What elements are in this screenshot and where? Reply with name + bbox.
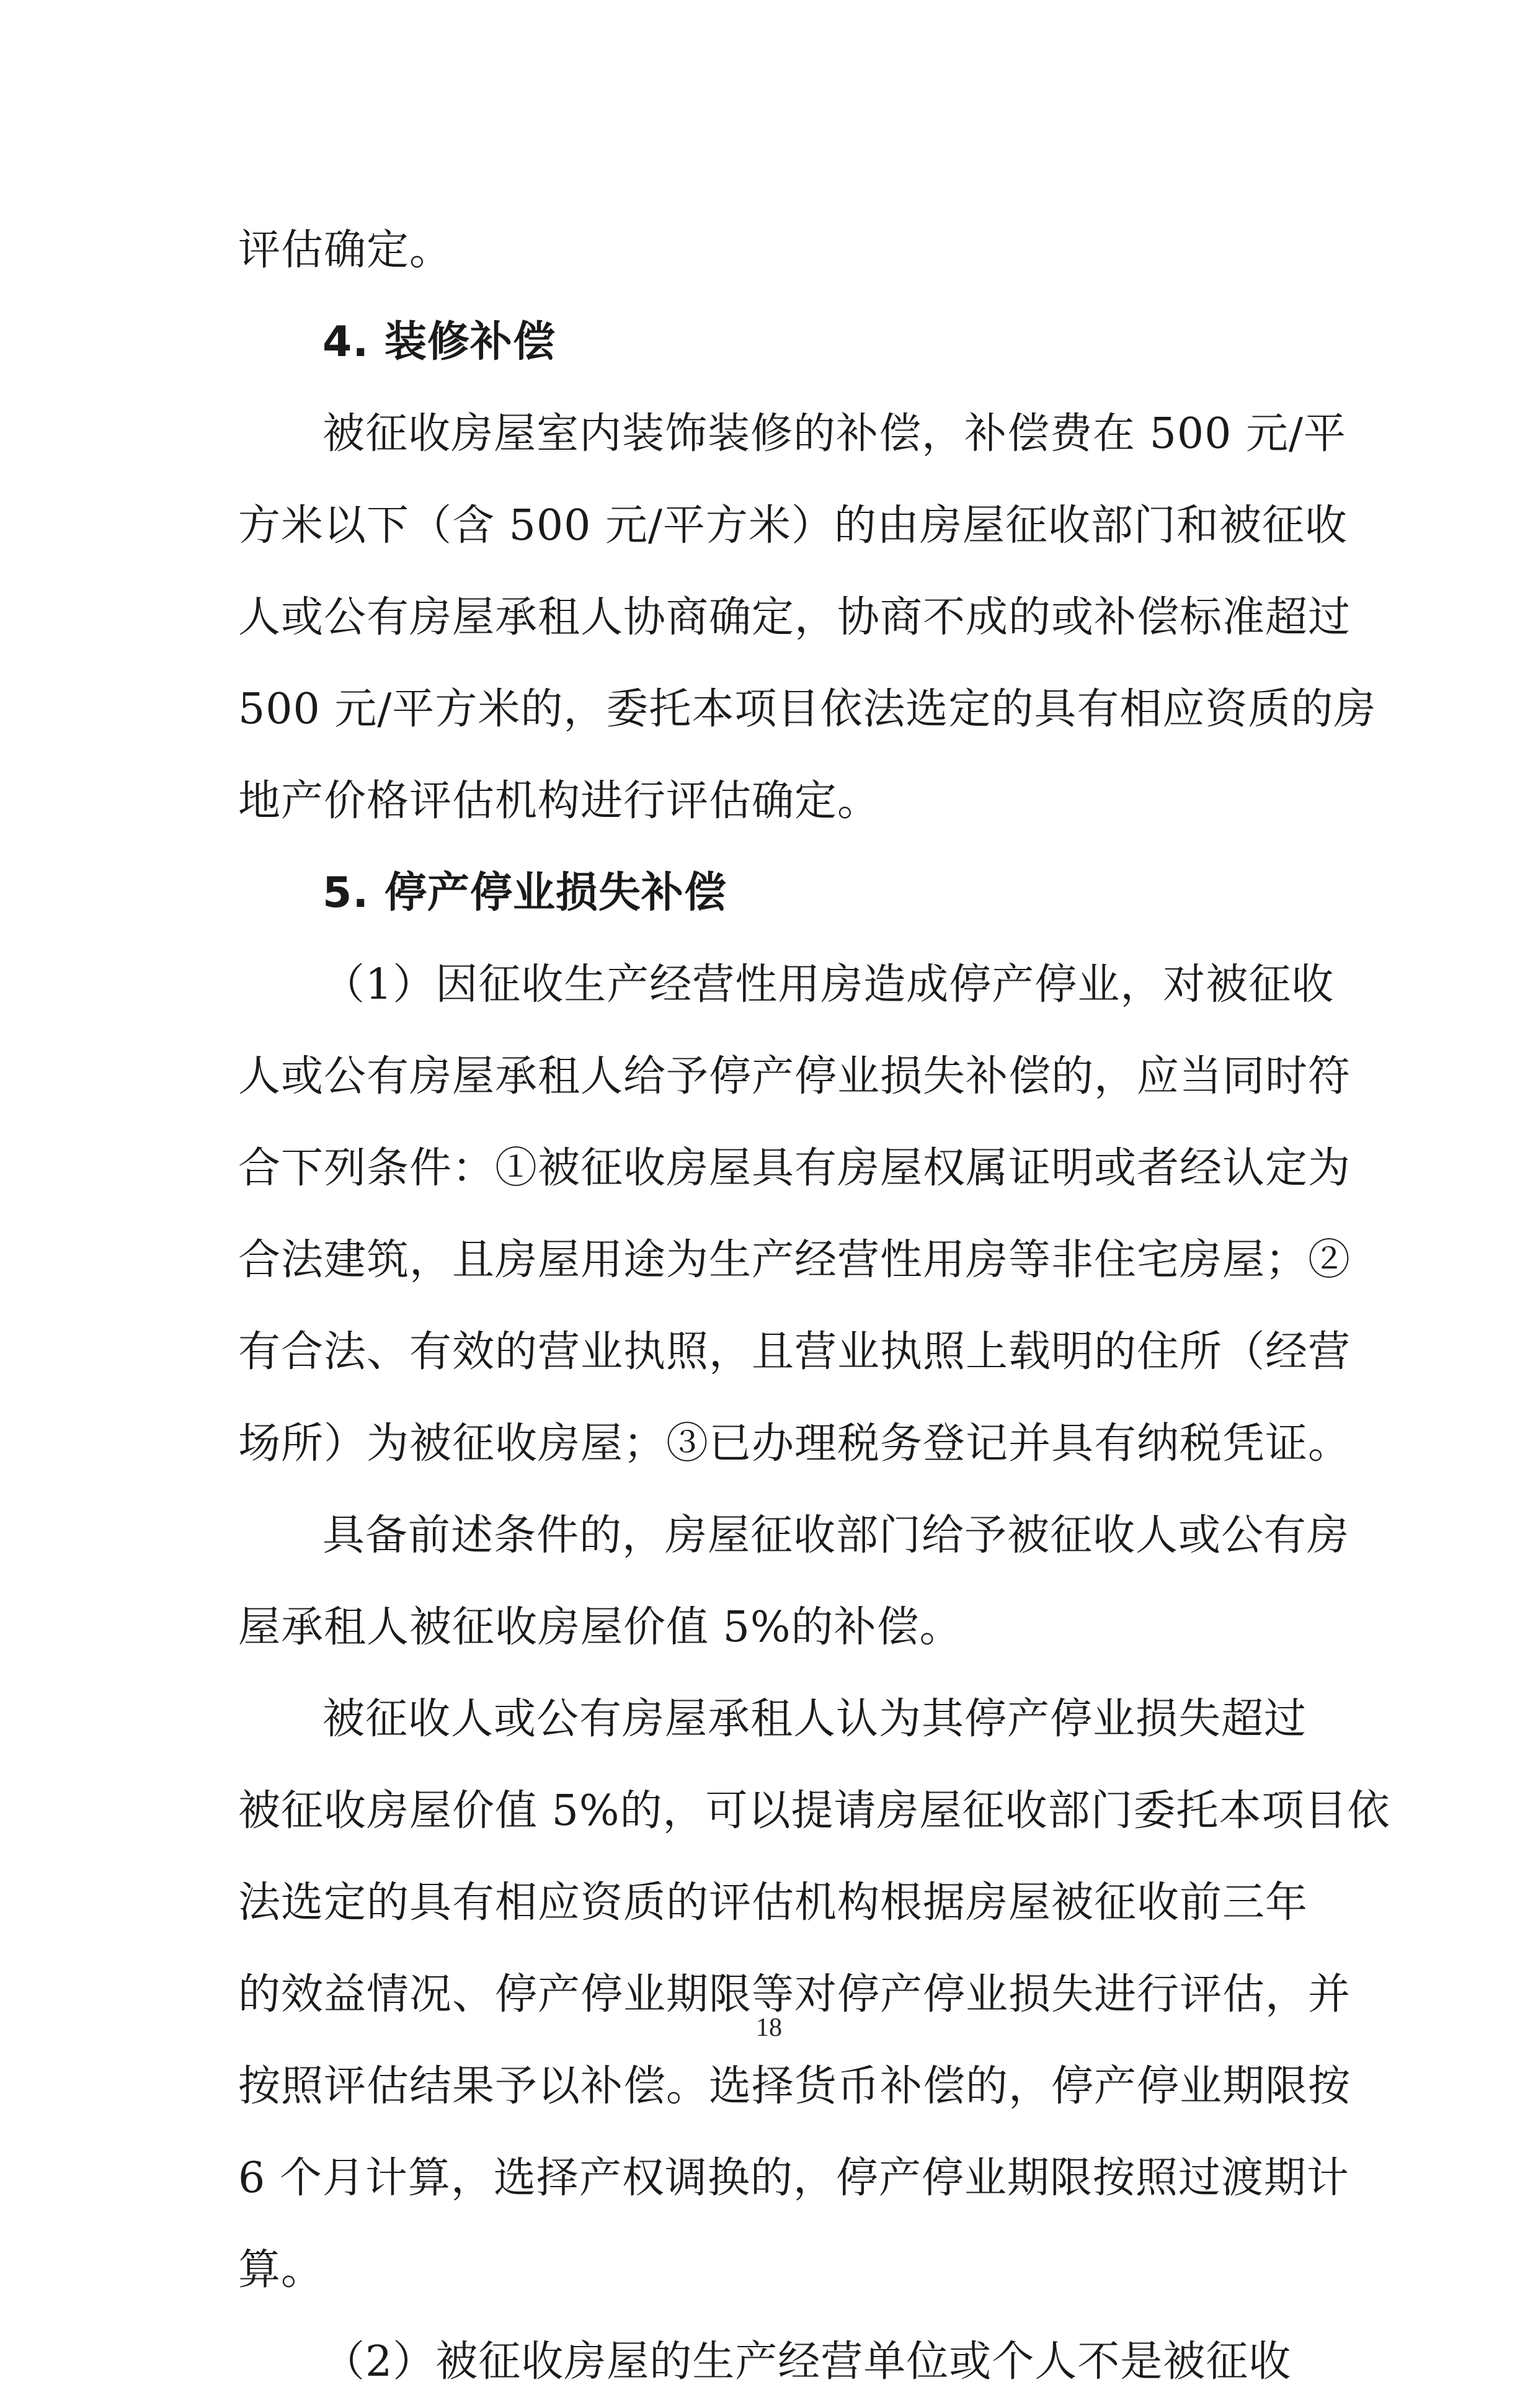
text-line: 地产价格评估机构进行评估确定。 bbox=[238, 777, 881, 826]
text-line: 场所）为被征收房屋；③已办理税务登记并具有纳税凭证。 bbox=[238, 1419, 1351, 1468]
text-line: 合下列条件：①被征收房屋具有房屋权属证明或者经认定为 bbox=[238, 1144, 1351, 1193]
text-line: 评估确定。 bbox=[238, 226, 453, 275]
text-line: 按照评估结果予以补偿。选择货币补偿的，停产停业期限按 bbox=[238, 2062, 1351, 2111]
text-line: 500 元/平方米的，委托本项目依法选定的具有相应资质的房 bbox=[238, 685, 1377, 734]
text-line: 屋承租人被征收房屋价值 5%的补偿。 bbox=[238, 1603, 962, 1652]
text-line: 有合法、有效的营业执照，且营业执照上载明的住所（经营 bbox=[238, 1327, 1351, 1376]
text-line: 被征收人或公有房屋承租人认为其停产停业损失超过 bbox=[322, 1695, 1307, 1744]
text-line: 具备前述条件的，房屋征收部门给予被征收人或公有房 bbox=[322, 1511, 1350, 1560]
text-line: 6 个月计算，选择产权调换的，停产停业期限按照过渡期计 bbox=[238, 2154, 1349, 2203]
text-line: （1）因征收生产经营性用房造成停产停业，对被征收 bbox=[322, 960, 1335, 1009]
text-line: 人或公有房屋承租人协商确定，协商不成的或补偿标准超过 bbox=[238, 593, 1351, 642]
text-line: 算。 bbox=[238, 2245, 324, 2294]
text-line: 的效益情况、停产停业期限等对停产停业损失进行评估，并 bbox=[238, 1970, 1351, 2019]
text-line: （2）被征收房屋的生产经营单位或个人不是被征收 bbox=[322, 2337, 1292, 2386]
page-number: 18 bbox=[756, 2013, 782, 2042]
text-line: 方米以下（含 500 元/平方米）的由房屋征收部门和被征收 bbox=[238, 501, 1348, 550]
text-line: 法选定的具有相应资质的评估机构根据房屋被征收前三年 bbox=[238, 1878, 1309, 1927]
section-heading: 5. 停产停业损失补偿 bbox=[322, 868, 727, 917]
section-heading: 4. 装修补偿 bbox=[322, 318, 556, 367]
text-line: 被征收房屋价值 5%的，可以提请房屋征收部门委托本项目依 bbox=[238, 1786, 1390, 1835]
document-body bbox=[238, 205, 1390, 2408]
text-line: 被征收房屋室内装饰装修的补偿，补偿费在 500 元/平 bbox=[322, 409, 1346, 458]
text-line: 人或公有房屋承租人给予停产停业损失补偿的，应当同时符 bbox=[238, 1052, 1351, 1101]
text-line: 合法建筑，且房屋用途为生产经营性用房等非住宅房屋；② bbox=[238, 1236, 1351, 1285]
